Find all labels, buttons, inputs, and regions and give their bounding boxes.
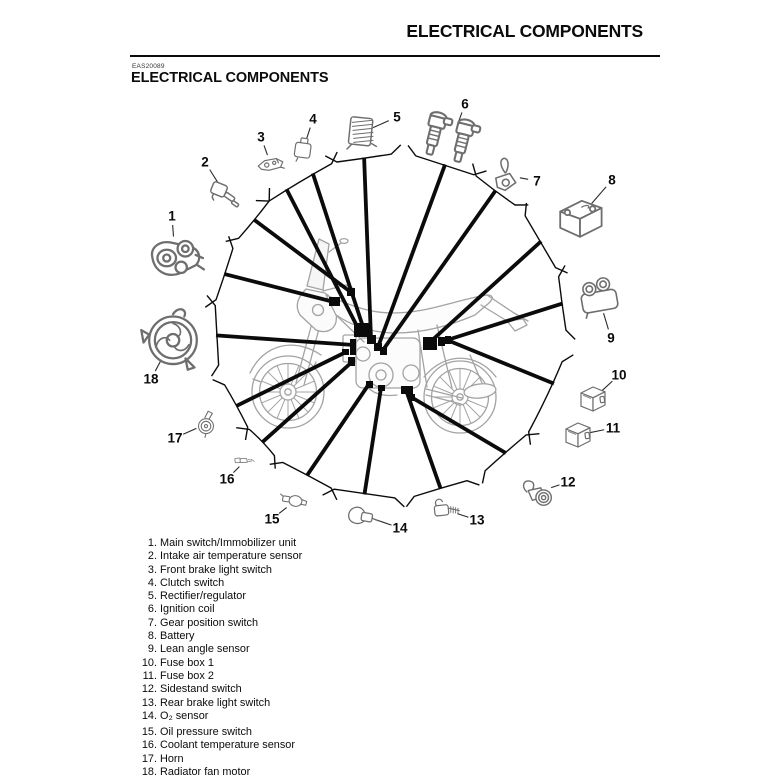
callout-number-2: 2 [201, 154, 209, 170]
number-pointer-5 [373, 121, 389, 128]
legend-item-17 [131, 753, 302, 766]
running-header-title: ELECTRICAL COMPONENTS [406, 21, 643, 41]
number-pointer-11 [590, 430, 605, 433]
legend-item-number: 10. [141, 656, 157, 669]
legend-item-number: 2. [147, 550, 157, 563]
legend-item-number: 4. [147, 576, 157, 589]
component-icon-16-coolant [235, 458, 254, 463]
legend-item-number: 9. [147, 643, 157, 656]
component-icon-14-o2 [349, 507, 378, 523]
legend-item-number: 8. [147, 630, 157, 643]
legend-item-label: Intake air temperature sensor [160, 550, 303, 563]
legend-item-number: 11. [142, 669, 157, 682]
legend-item-number: 15. [141, 726, 157, 739]
component-icon-11-fusebox [566, 423, 590, 447]
callout-number-9: 9 [607, 330, 615, 346]
component-icon-5-regulator [347, 117, 376, 149]
callout-number-12: 12 [560, 474, 576, 490]
legend-item-label: Rectifier/regulator [160, 590, 246, 603]
component-icon-6-coils [421, 111, 481, 165]
ring-bracket-17 [213, 380, 248, 440]
component-icon-7-gear [496, 158, 516, 190]
legend-item-11 [131, 670, 302, 683]
number-pointer-8 [592, 187, 606, 204]
legend-item-2 [131, 550, 302, 563]
legend-item-label: Oil pressure switch [160, 726, 252, 739]
number-pointer-9 [604, 313, 609, 329]
section-code: EAS20089 [132, 63, 165, 70]
ring-bracket-12 [482, 434, 539, 484]
legend-item-4 [131, 577, 302, 590]
callout-number-14: 14 [392, 520, 408, 536]
component-icon-12-sidestand [524, 481, 552, 505]
legend-item-label: Rear brake light switch [160, 696, 271, 709]
legend-item-15 [131, 726, 302, 739]
legend-item-9 [131, 643, 302, 656]
mirror [340, 239, 348, 244]
legend-item-13 [131, 697, 302, 710]
legend-item-label: Radiator fan motor [160, 766, 251, 779]
callout-number-15: 15 [264, 511, 280, 527]
number-pointer-12 [551, 485, 559, 488]
component-icon-10-fusebox [581, 387, 605, 411]
legend-item-5 [131, 590, 302, 603]
legend-item-10 [131, 657, 302, 670]
legend-item-label: Main switch/Immobilizer unit [160, 537, 297, 549]
component-icon-8-battery [560, 201, 601, 237]
legend-item-label: Coolant temperature sensor [160, 739, 295, 752]
ring-bracket-13 [406, 481, 479, 507]
component-legend [131, 537, 302, 779]
callout-number-17: 17 [167, 430, 183, 446]
section-title: ELECTRICAL COMPONENTS [131, 70, 329, 86]
legend-item-8 [131, 630, 302, 643]
leader-line-18 [216, 335, 354, 345]
legend-item-number: 3. [147, 563, 157, 576]
component-icon-15-oil [281, 494, 307, 507]
legend-item-label: Fuse box 1 [160, 656, 214, 669]
number-pointer-3 [264, 145, 267, 155]
component-icon-9-lean [578, 276, 619, 318]
legend-item-label: Sidestand switch [160, 683, 242, 696]
component-icon-2-air-temp [210, 181, 239, 207]
callout-number-6: 6 [461, 96, 469, 112]
component-icon-3-brake-front [258, 159, 284, 171]
callout-number-11: 11 [605, 420, 621, 436]
legend-item-label: O₂ sensor [160, 709, 209, 722]
muffler [463, 382, 496, 400]
callout-number-18: 18 [143, 371, 159, 387]
legend-item-number: 18. [141, 766, 157, 779]
leader-line-2 [254, 220, 352, 293]
legend-item-number: 16. [141, 739, 157, 752]
legend-item-number: 5. [147, 590, 157, 603]
legend-item-label: Front brake light switch [160, 563, 272, 576]
legend-item-label: Gear position switch [160, 616, 259, 629]
legend-item-18 [131, 766, 302, 779]
legend-item-number: 12. [141, 683, 157, 696]
callout-number-13: 13 [469, 512, 485, 528]
callout-number-10: 10 [611, 367, 627, 383]
legend-item-label: Battery [160, 630, 195, 643]
number-pointer-13 [457, 514, 468, 518]
legend-item-number: 6. [147, 603, 157, 616]
legend-item-16 [131, 739, 302, 752]
component-icon-13-brake-rear [434, 499, 459, 516]
number-pointer-1 [173, 225, 174, 237]
legend-item-1 [131, 537, 302, 550]
motorcycle-illustration [250, 239, 528, 433]
callout-number-1: 1 [168, 208, 176, 224]
legend-item-number: 13. [141, 696, 157, 709]
callout-number-4: 4 [309, 111, 317, 127]
number-pointer-2 [210, 170, 218, 183]
callout-number-8: 8 [608, 172, 616, 188]
legend-item-label: Clutch switch [160, 576, 225, 589]
header-rule [130, 55, 660, 57]
legend-item-label: Fuse box 2 [160, 669, 214, 682]
legend-item-14 [131, 710, 302, 723]
legend-item-number: 17. [141, 752, 157, 765]
callout-number-5: 5 [393, 109, 401, 125]
legend-item-7 [131, 617, 302, 630]
component-icon-4-clutch [294, 138, 311, 161]
ring-bracket-15 [270, 462, 337, 499]
legend-item-6 [131, 603, 302, 616]
legend-item-number: 1. [147, 537, 157, 549]
component-icon-1-main-switch [152, 241, 204, 275]
callout-number-3: 3 [257, 129, 265, 145]
legend-item-number: 7. [147, 616, 157, 629]
component-location-marker [350, 339, 356, 355]
leader-line-10 [447, 340, 554, 384]
legend-item-label: Ignition coil [160, 603, 215, 616]
legend-item-number: 14. [141, 709, 157, 722]
legend-item-label: Horn [160, 752, 184, 765]
number-pointer-15 [279, 508, 287, 514]
legend-item-3 [131, 564, 302, 577]
electrical-components-diagram [130, 92, 660, 537]
number-pointer-7 [520, 178, 528, 180]
callout-number-7: 7 [533, 173, 541, 189]
callout-number-16: 16 [219, 471, 235, 487]
legend-item-label: Lean angle sensor [160, 643, 250, 656]
component-icon-17-horn [199, 411, 214, 437]
ring-bracket-1 [205, 236, 233, 307]
component-icon-18-fan [141, 309, 197, 369]
number-pointer-17 [183, 428, 196, 434]
legend-item-12 [131, 683, 302, 696]
leader-line-14 [364, 388, 381, 494]
number-pointer-10 [602, 381, 613, 391]
